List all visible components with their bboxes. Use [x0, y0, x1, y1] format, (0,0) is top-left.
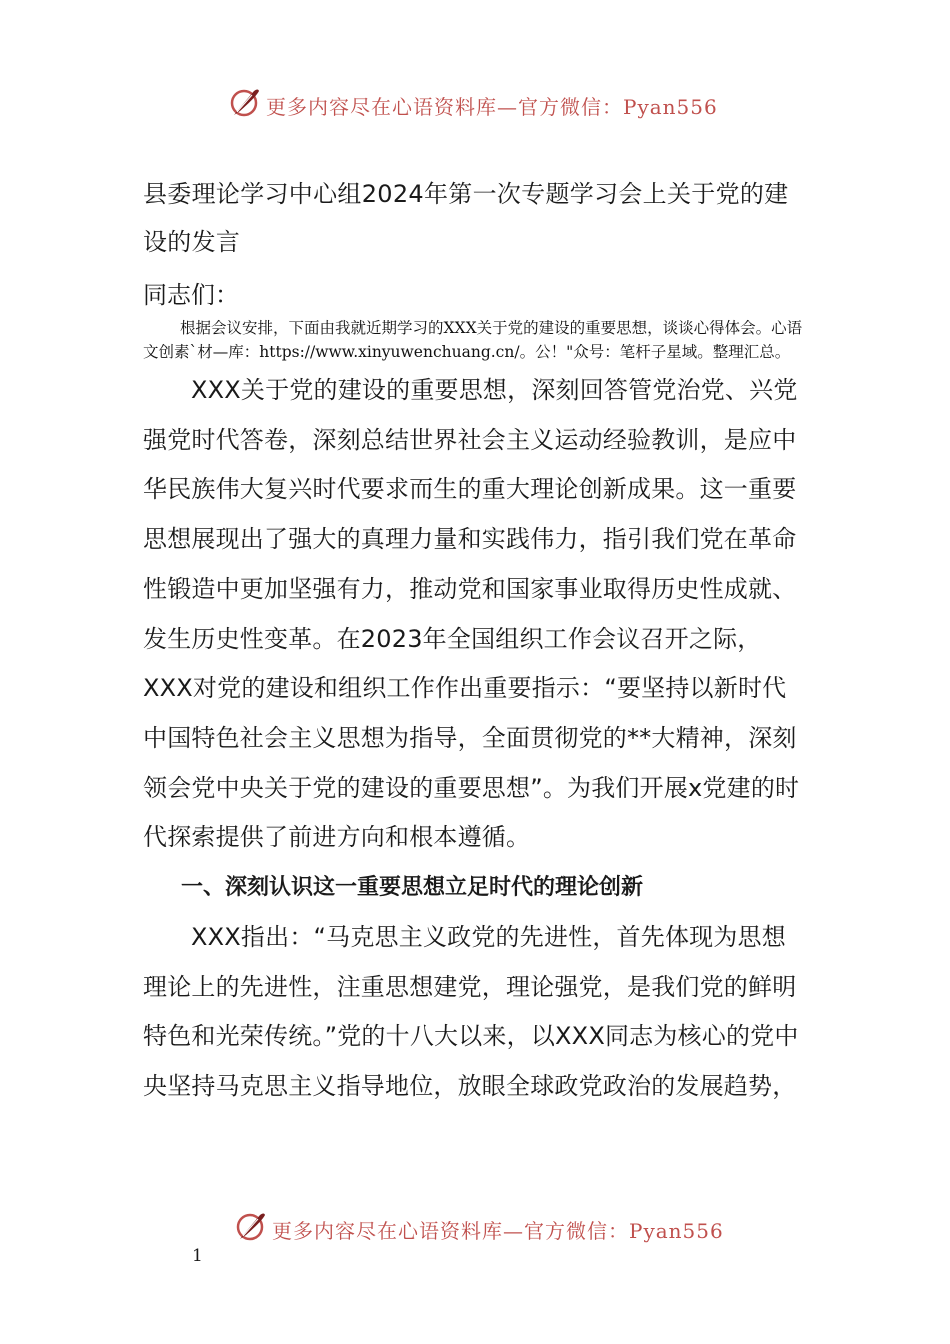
- document-title: 县委理论学习中心组2024年第一次专题学习会上关于党的建设的发言: [143, 180, 789, 256]
- quill-logo-icon: [234, 1209, 268, 1243]
- document-body: [143, 170, 808, 1112]
- intro-paragraph: 根据会议安排，下面由我就近期学习的XXX关于党的建设的重要思想，谈谈心得体会。心语文创素`材—库：https://www.xinyuwenchuang.cn/。公！"众号：笔杆子星域。整理汇总。: [143, 319, 803, 361]
- page-number: 1: [192, 1246, 203, 1266]
- section-heading-1: 一、深刻认识这一重要思想立足时代的理论创新: [181, 875, 644, 901]
- paragraph-1: XXX关于党的建设的重要思想，深刻回答管党治党、兴党强党时代答卷，深刻总结世界社会主义运动经验教训，是应中华民族伟大复兴时代要求而生的重大理论创新成果。这一重要思想展现出了强大的真理力量和实践伟力，指引我们党在革命性锻造中更加坚强有力，推动党和国家事业取得历史性成就、发生历史性变革。在2023年全国组织工作会议召开之际，XXX对党的建设和组织工作作出重要指示：“要坚持以新时代中国特色社会主义思想为指导，全面贯彻党的**大精神，深刻领会党中央关于党的建设的重要思想”。为我们开展x党建的时代探索提供了前进方向和根本遵循。: [143, 376, 800, 852]
- watermark-text: 更多内容尽在心语资料库—官方微信：Pyan556: [272, 1219, 724, 1243]
- watermark-text: 更多内容尽在心语资料库—官方微信：Pyan556: [266, 95, 718, 119]
- watermark-banner-top: [0, 84, 950, 124]
- paragraph-2: XXX指出：“马克思主义政党的先进性，首先体现为思想理论上的先进性，注重思想建党，理论强党，是我们党的鲜明特色和光荣传统。”党的十八大以来，以XXX同志为核心的党中央坚持马克思主义指导地位，放眼全球政党政治的发展趋势，: [143, 923, 799, 1101]
- greeting: 同志们：: [143, 281, 239, 309]
- quill-logo-icon: [228, 85, 262, 119]
- watermark-banner-bottom: [0, 1208, 950, 1248]
